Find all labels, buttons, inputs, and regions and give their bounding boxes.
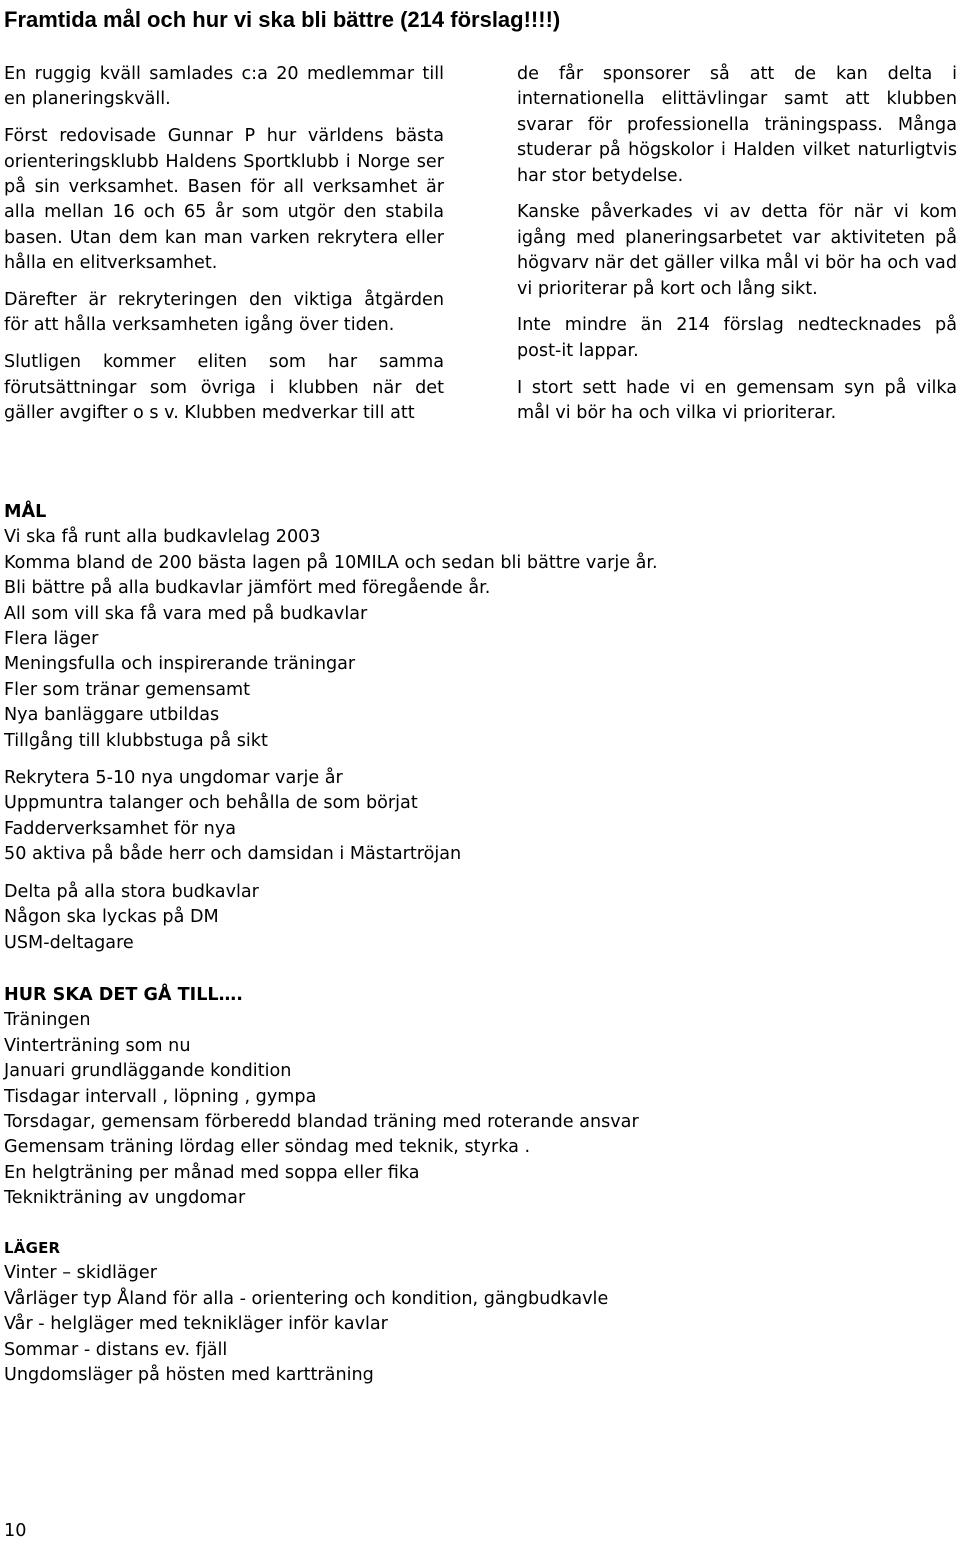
paragraph: de får sponsorer så att de kan delta i internationella elittävlingar samt att klubben svarar för professionella träningspass. Många studerar på högskolor i Halden vilket naturligtvis har stor betydelse.: [517, 64, 957, 186]
list-item: Teknikträning av ungdomar: [4, 1188, 246, 1209]
list-item: Tisdagar intervall , löpning , gympa: [4, 1086, 317, 1107]
list-item: Träningen: [4, 1010, 91, 1031]
list-item: Januari grundläggande kondition: [4, 1061, 292, 1082]
hur-section: [4, 983, 944, 1212]
list-item: Någon ska lyckas på DM: [4, 907, 219, 928]
mal-section: [4, 500, 944, 956]
page-title: Framtida mål och hur vi ska bli bättre (214 förslag!!!!): [4, 7, 561, 32]
section-heading: LÄGER: [4, 1239, 61, 1257]
section-heading: HUR SKA DET GÅ TILL….: [4, 985, 243, 1005]
list-item: Vårläger typ Åland för alla - orientering och kondition, gängbudkavle: [4, 1288, 609, 1309]
paragraph: Slutligen kommer eliten som har samma förutsättningar som övriga i klubben när det gäller avgifter o s v. Klubben medverkar till att: [4, 352, 444, 424]
list-item: USM-deltagare: [4, 932, 134, 953]
paragraph: Först redovisade Gunnar P hur världens bästa orienteringsklubb Haldens Sportklubb i Norge ser på sin verksamhet. Basen för all verksamhet är alla mellan 16 och 65 år som utgör den stabila basen. Utan dem kan man varken rekrytera eller hålla en elitverksamhet.: [4, 126, 444, 274]
right-column: [517, 62, 957, 438]
paragraph: I stort sett hade vi en gemensam syn på vilka mål vi bör ha och vilka vi prioriterar.: [517, 377, 957, 424]
paragraph: Därefter är rekryteringen den viktiga åtgärden för att hålla verksamheten igång över tiden.: [4, 290, 444, 336]
paragraph: Inte mindre än 214 förslag nedtecknades på post-it lappar.: [517, 315, 957, 361]
list-item: Ungdomsläger på hösten med kartträning: [4, 1365, 374, 1386]
list-item: En helgträning per månad med soppa eller fika: [4, 1162, 420, 1183]
paragraph: Kanske påverkades vi av detta för när vi kom igång med planeringsarbetet var aktiviteten på högvarv när det gäller vilka mål vi bör ha och vad vi prioriterar på kort och lång sikt.: [517, 202, 957, 299]
list-item: All som vill ska få vara med på budkavlar: [4, 603, 368, 624]
list-item: Meningsfulla och inspirerande träningar: [4, 654, 356, 675]
page-number: 10: [4, 1521, 27, 1541]
list-item: Vinterträning som nu: [4, 1035, 191, 1056]
list-item: Vi ska få runt alla budkavlelag 2003: [4, 527, 321, 548]
list-item: Fler som tränar gemensamt: [4, 679, 251, 700]
list-item: Fadderverksamhet för nya: [4, 818, 237, 839]
list-item: Delta på alla stora budkavlar: [4, 881, 259, 902]
list-item: Flera läger: [4, 629, 99, 650]
list-item: Gemensam träning lördag eller söndag med teknik, styrka .: [4, 1137, 531, 1158]
list-item: Bli bättre på alla budkavlar jämfört med föregående år.: [4, 578, 491, 599]
left-column: [4, 62, 444, 438]
list-item: 50 aktiva på både herr och damsidan i Mästartröjan: [4, 844, 462, 865]
list-item: Rekrytera 5-10 nya ungdomar varje år: [4, 768, 343, 789]
list-item: Nya banläggare utbildas: [4, 705, 220, 726]
list-item: Sommar - distans ev. fjäll: [4, 1339, 228, 1360]
list-item: Uppmuntra talanger och behålla de som börjat: [4, 793, 418, 814]
lager-section: [4, 1236, 944, 1388]
paragraph: En ruggig kväll samlades c:a 20 medlemmar till en planeringskväll.: [4, 64, 444, 110]
section-heading: MÅL: [4, 502, 47, 522]
list-item: Tillgång till klubbstuga på sikt: [4, 730, 268, 751]
list-item: Komma bland de 200 bästa lagen på 10MILA och sedan bli bättre varje år.: [4, 552, 658, 573]
list-item: Vinter – skidläger: [4, 1263, 157, 1284]
list-item: Torsdagar, gemensam förberedd blandad träning med roterande ansvar: [4, 1112, 639, 1133]
list-item: Vår - helgläger med teknikläger inför kavlar: [4, 1314, 388, 1335]
